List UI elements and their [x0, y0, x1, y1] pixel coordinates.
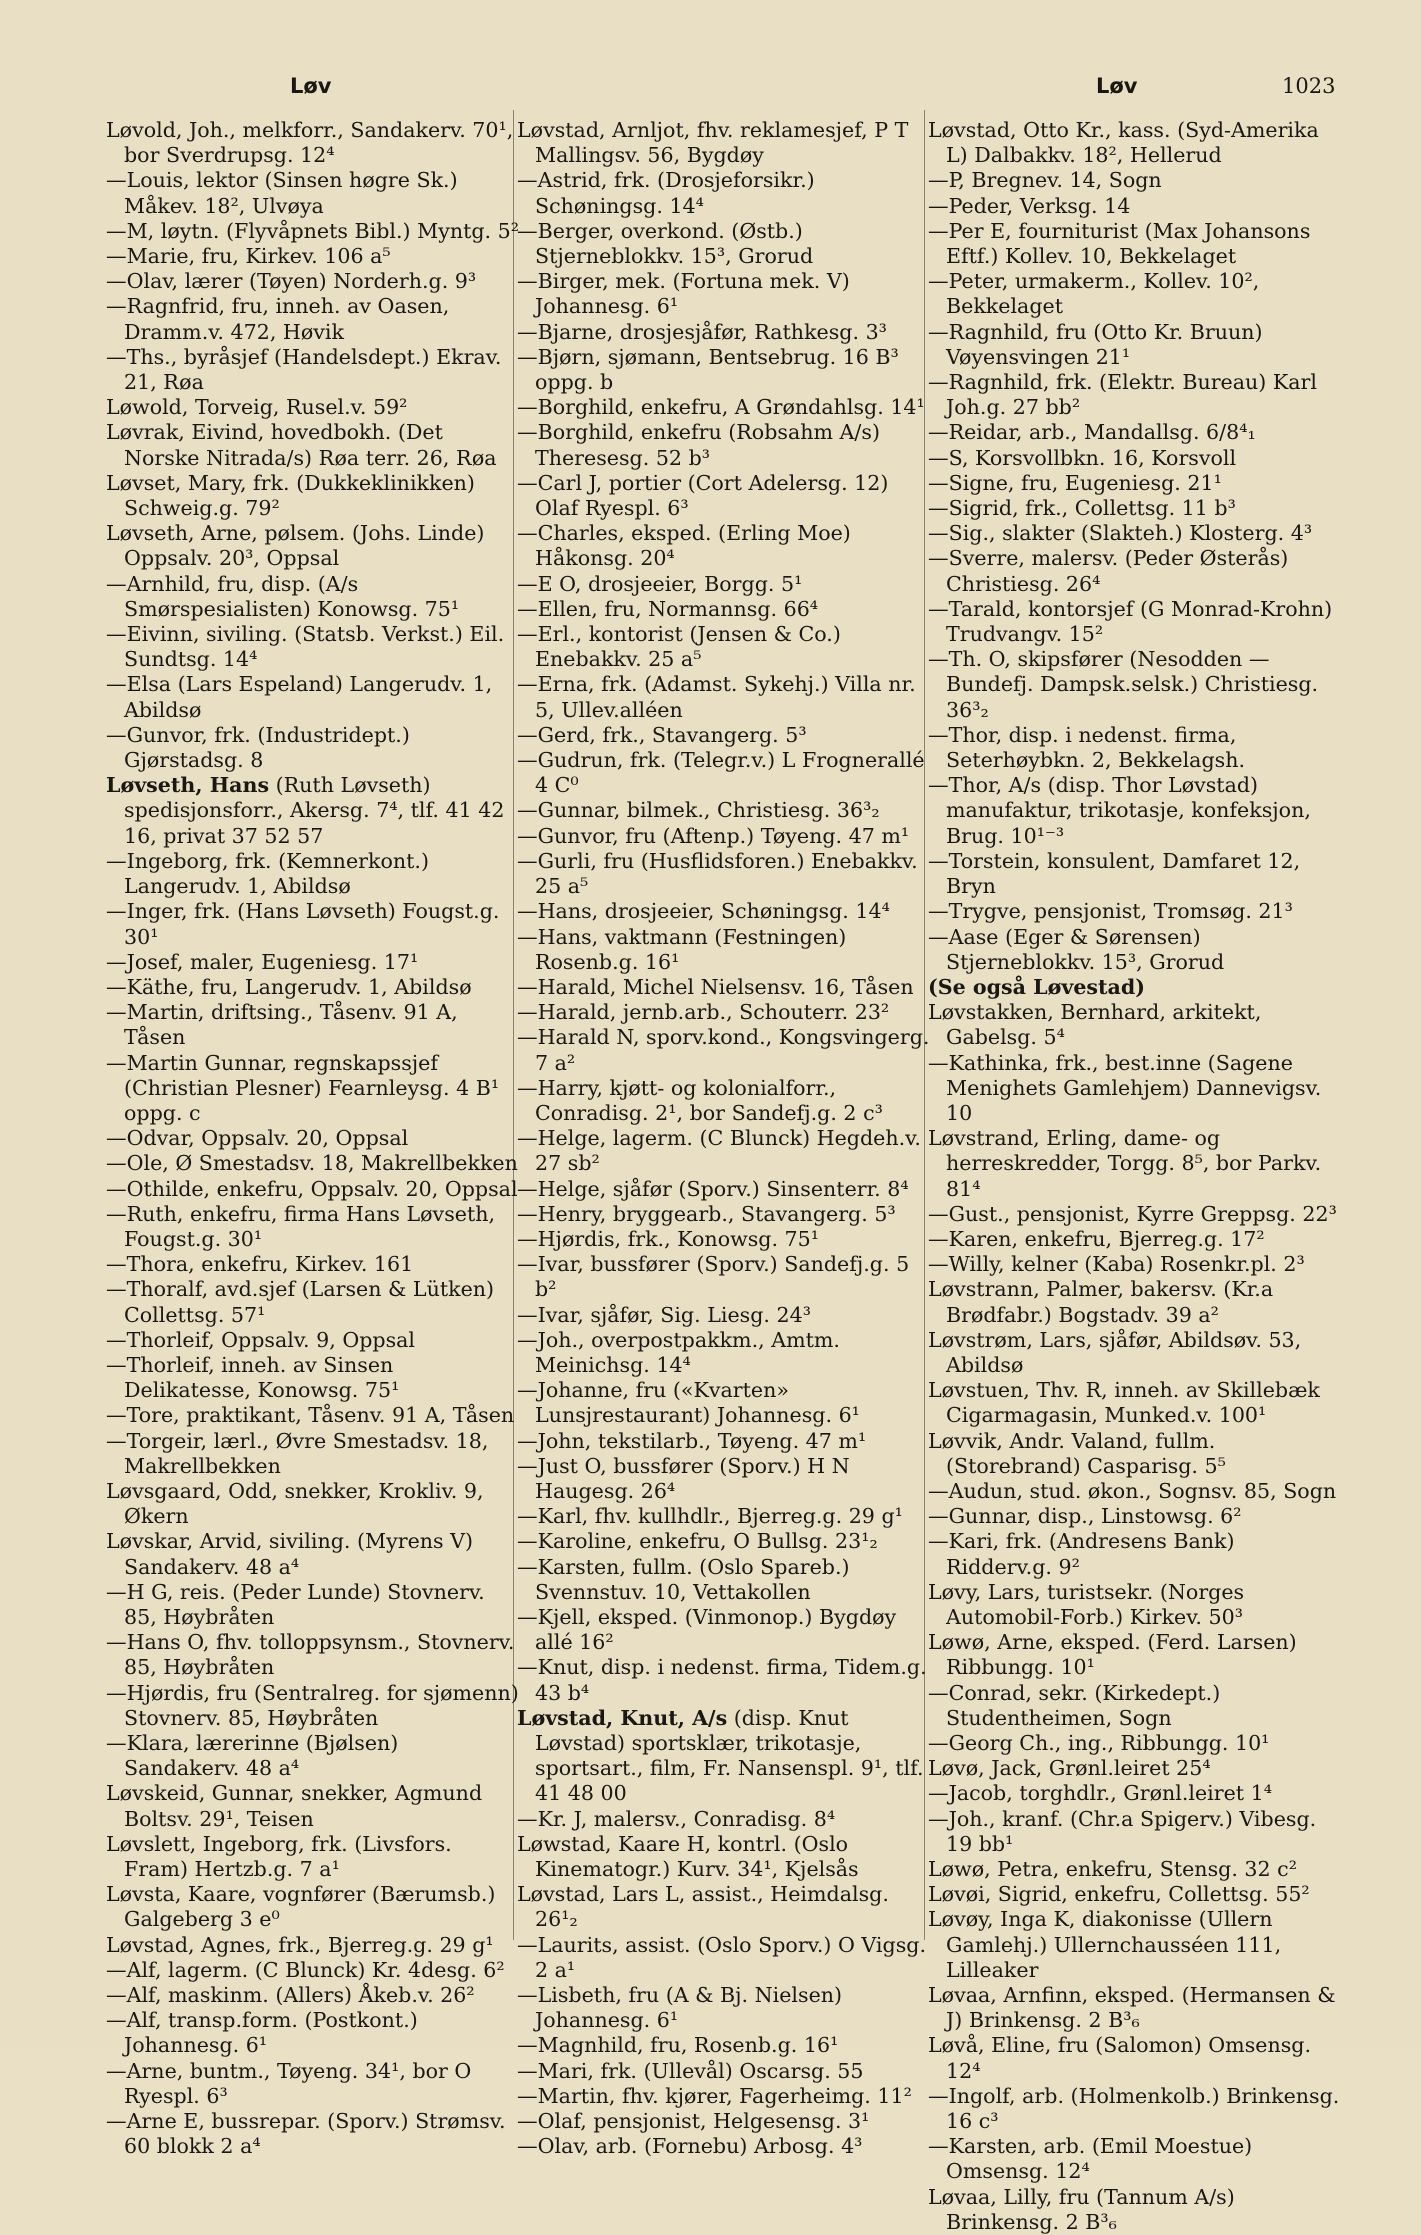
directory-entry: —Martin Gunnar, regnskapssjef (Christian Plesner) Fearnleysg. 4 B¹ oppg. c	[106, 1050, 500, 1125]
directory-entry: Løvstad, Knut, A/s (disp. Knut Løvstad) sportsklær, trikotasje, sportsart., film, Fr. Nansenspl. 9¹, tlf. 41 48 00	[517, 1705, 924, 1806]
directory-entry: Løvskeid, Gunnar, snekker, Agmund Boltsv. 29¹, Teisen	[106, 1781, 483, 1831]
directory-entry: —Peder, Verksg. 14	[928, 193, 1131, 218]
directory-entry: Løvsgaard, Odd, snekker, Krokliv. 9, Økern	[106, 1478, 484, 1529]
directory-entry: Løvå, Eline, fru (Salomon) Omsensg. 12⁴	[928, 2033, 1312, 2083]
directory-entry: —Conrad, sekr. (Kirkedept.) Studentheimen, Sogn	[928, 1680, 1221, 1730]
directory-entry: —Sigrid, frk., Collettsg. 11 b³	[928, 496, 1236, 521]
directory-entry: Løvstad, Otto Kr., kass. (Syd-Amerika L) Dalbakkv. 18², Hellerud	[928, 118, 1319, 168]
directory-entry: —Hjørdis, frk., Konowsg. 75¹	[517, 1226, 820, 1251]
directory-entry: —Johanne, fru («Kvarten» Lunsjrestaurant) Johannesg. 6¹	[517, 1378, 860, 1428]
directory-entry: —Peter, urmakerm., Kollev. 10², Bekkelaget	[928, 269, 1260, 319]
directory-entry: —Borghild, enkefru, A Grøndahlsg. 14¹	[517, 395, 925, 420]
directory-entry: Løvøi, Sigrid, enkefru, Collettsg. 55²	[928, 1882, 1310, 1907]
directory-entry: Løvaa, Lilly, fru (Tannum A/s) Brinkensg. 2 B³₆	[928, 2184, 1235, 2234]
directory-entry: Løvøy, Inga K, diakonisse (Ullern Gamlehj.) Ullernchausséen 111, Lilleaker	[928, 1907, 1282, 1982]
directory-entry: —P, Bregnev. 14, Sogn	[928, 168, 1162, 193]
directory-entry: —Hans, vaktmann (Festningen) Rosenb.g. 16¹	[517, 924, 847, 974]
entry-headword: Løvseth, Hans	[106, 773, 270, 798]
directory-entry	[928, 975, 1342, 1000]
directory-entry: —Jacob, torghdlr., Grønl.leiret 1⁴	[928, 1781, 1272, 1806]
directory-entry: —Harald, Michel Nielsensv. 16, Tåsen	[517, 974, 914, 999]
directory-entry: —Trygve, pensjonist, Tromsøg. 21³	[928, 899, 1293, 924]
directory-entry: —Hans, drosjeeier, Schøningsg. 14⁴	[517, 899, 890, 924]
directory-entry: —Harald, jernb.arb., Schouterr. 23²	[517, 1000, 890, 1025]
directory-entry: —Thorleif, inneh. av Sinsen Delikatesse, Konowsg. 75¹	[106, 1352, 400, 1403]
directory-entry: —Per E, fourniturist (Max Johansons Eftf.) Kollev. 10, Bekkelaget	[928, 218, 1311, 269]
directory-entry: —Klara, lærerinne (Bjølsen) Sandakerv. 48 a⁴	[106, 1731, 399, 1781]
directory-entry: Løvvik, Andr. Valand, fullm. (Storebrand) Casparisg. 5⁵	[928, 1428, 1226, 1478]
directory-entry: —Magnhild, fru, Rosenb.g. 16¹	[517, 2033, 839, 2058]
directory-entry: —Mari, frk. (Ullevål) Oscarsg. 55	[517, 2058, 864, 2083]
page-number: 1023	[1282, 74, 1336, 98]
entry-headword: (Se også Løvestad)	[928, 974, 1146, 999]
directory-entry: —Georg Ch., ing., Ribbungg. 10¹	[928, 1731, 1270, 1755]
directory-entry: —Sverre, malersv. (Peder Østerås) Christiesg. 26⁴	[928, 546, 1289, 596]
directory-entry: —Alf, lagerm. (C Blunck) Kr. 4desg. 6²	[106, 1957, 505, 1982]
directory-entry: —Joh., overpostpakkm., Amtm. Meinichsg. 14⁴	[517, 1327, 840, 1377]
page-header	[0, 74, 1421, 114]
directory-entry: Løvø, Jack, Grønl.leiret 25⁴	[928, 1756, 1211, 1781]
directory-entry: Løvstuen, Thv. R, inneh. av Skillebæk Cigarmagasin, Munked.v. 100¹	[928, 1378, 1320, 1428]
directory-entry: —Ragnhild, frk. (Elektr. Bureau) Karl Joh.g. 27 bb²	[928, 370, 1317, 420]
directory-entry: —Thoralf, avd.sjef (Larsen & Lütken) Collettsg. 57¹	[106, 1277, 495, 1327]
directory-entry: —Marie, fru, Kirkev. 106 a⁵	[106, 244, 391, 269]
directory-entry: Løwstad, Kaare H, kontrl. (Oslo Kinematogr.) Kurv. 34¹, Kjelsås	[517, 1831, 859, 1882]
directory-entry: —Arne E, bussrepar. (Sporv.) Strømsv. 60 blokk 2 a⁴	[106, 2109, 506, 2159]
directory-entry: —Thor, disp. i nedenst. firma, Seterhøybkn. 2, Bekkelagsh.	[928, 722, 1246, 773]
directory-entry: —Gunvor, fru (Aftenp.) Tøyeng. 47 m¹	[517, 823, 910, 848]
directory-entry: —Harald N, sporv.kond., Kongsvingerg. 7 a²	[517, 1025, 930, 1075]
directory-entry: —Louis, lektor (Sinsen høgre Sk.) Måkev. 18², Ulvøya	[106, 168, 458, 218]
directory-entry: Løvstrand, Erling, dame- og herreskredder, Torgg. 8⁵, bor Parkv. 81⁴	[928, 1126, 1322, 1201]
directory-entry: —Alf, maskinm. (Allers) Åkeb.v. 26²	[106, 1983, 475, 2008]
directory-entry: —Eivinn, siviling. (Statsb. Verkst.) Eil. Sundtsg. 14⁴	[106, 622, 505, 672]
directory-entry: —Ragnhild, fru (Otto Kr. Bruun) Vøyensvingen 21¹	[928, 319, 1263, 369]
directory-entry: Løvslett, Ingeborg, frk. (Livsfors. Fram) Hertzb.g. 7 a¹	[106, 1831, 452, 1882]
directory-entry: —M, løytn. (Flyvåpnets Bibl.) Myntg. 5²	[106, 218, 520, 243]
directory-entry: Løvstrøm, Lars, sjåfør, Abildsøv. 53, Abildsø	[928, 1327, 1302, 1377]
directory-entry: —E O, drosjeeier, Borgg. 5¹	[517, 571, 803, 596]
directory-entry: —John, tekstilarb., Tøyeng. 47 m¹	[517, 1428, 867, 1453]
directory-entry: —Ragnfrid, fru, inneh. av Oasen, Dramm.v. 472, Høvik	[106, 294, 450, 344]
column-3	[928, 118, 1342, 2235]
directory-entry: —Astrid, frk. (Drosjeforsikr.) Schøningsg. 14⁴	[517, 168, 815, 218]
column-2	[517, 118, 931, 2159]
directory-entry: —Charles, eksped. (Erling Moe) Håkonsg. 20⁴	[517, 521, 851, 571]
directory-entry: —Olav, arb. (Fornebu) Arbosg. 4³	[517, 2134, 863, 2159]
directory-entry: Løvaa, Arnfinn, eksped. (Hermansen & J) Brinkensg. 2 B³₆	[928, 1983, 1336, 2033]
directory-entry: Løwø, Arne, eksped. (Ferd. Larsen) Ribbungg. 10¹	[928, 1630, 1297, 1680]
directory-entry: —Alf, transp.form. (Postkont.) Johannesg. 6¹	[106, 2008, 418, 2058]
directory-entry: Løvstad, Lars L, assist., Heimdalsg. 26¹₂	[517, 1882, 889, 1932]
directory-entry: —Berger, overkond. (Østb.) Stjerneblokkv. 15³, Grorud	[517, 218, 814, 269]
directory-entry: —Just O, bussfører (Sporv.) H N Haugesg. 26⁴	[517, 1453, 850, 1503]
directory-entry: —Kjell, eksped. (Vinmonop.) Bygdøy allé 16²	[517, 1604, 897, 1655]
directory-entry: —Ths., byråsjef (Handelsdept.) Ekrav. 21, Røa	[106, 344, 502, 395]
entry-headword: Løvstad, Knut, A/s	[517, 1705, 728, 1730]
directory-entry: —Olav, lærer (Tøyen) Norderh.g. 9³	[106, 269, 477, 294]
directory-entry: —S, Korsvollbkn. 16, Korsvoll	[928, 445, 1237, 470]
directory-entry: —Olaf, pensjonist, Helgesensg. 3¹	[517, 2109, 870, 2134]
directory-entry: —Ellen, fru, Normannsg. 66⁴	[517, 596, 819, 621]
directory-entry: Løvrak, Eivind, hovedbokh. (Det Norske Nitrada/s) Røa terr. 26, Røa	[106, 420, 497, 470]
directory-entry: Løvseth, Arne, pølsem. (Johs. Linde) Oppsalv. 20³, Oppsal	[106, 521, 485, 571]
directory-entry: —Gunvor, frk. (Industridept.) Gjørstadsg. 8	[106, 722, 410, 773]
directory-entry: Løvold, Joh., melkforr., Sandakerv. 70¹, bor Sverdrupsg. 12⁴	[106, 118, 514, 168]
directory-entry: —Sig., slakter (Slakteh.) Klosterg. 4³	[928, 521, 1313, 546]
directory-entry: Løvstad, Agnes, frk., Bjerreg.g. 29 g¹	[106, 1932, 494, 1957]
directory-entry: —Karl, fhv. kullhdlr., Bjerreg.g. 29 g¹	[517, 1504, 903, 1529]
directory-entry: —Karoline, enkefru, O Bullsg. 23¹₂	[517, 1529, 878, 1554]
directory-entry: —Henry, bryggearb., Stavangerg. 5³	[517, 1201, 896, 1226]
directory-entry: —Gerd, frk., Stavangerg. 5³	[517, 722, 807, 747]
directory-entry: —Helge, lagerm. (C Blunck) Hegdeh.v. 27 sb²	[517, 1126, 921, 1176]
directory-entry: —Knut, disp. i nedenst. firma, Tidem.g. 43 b⁴	[517, 1655, 927, 1705]
directory-entry: —Josef, maler, Eugeniesg. 17¹	[106, 949, 419, 974]
directory-entry: —Arnhild, fru, disp. (A/s Smørspesialisten) Konowsg. 75¹	[106, 571, 460, 621]
directory-entry: —Ruth, enkefru, firma Hans Løvseth, Fougst.g. 30¹	[106, 1201, 496, 1251]
directory-entry: Løwold, Torveig, Rusel.v. 59²	[106, 395, 408, 420]
running-head-right: Løv	[1096, 74, 1138, 98]
directory-entry: —Othilde, enkefru, Oppsalv. 20, Oppsal	[106, 1176, 518, 1201]
directory-entry: —Gunnar, disp., Linstowsg. 6²	[928, 1504, 1242, 1529]
directory-entry: —Reidar, arb., Mandallsg. 6/8⁴₁	[928, 420, 1256, 445]
directory-entry: —Ingeborg, frk. (Kemnerkont.) Langerudv. 1, Abildsø	[106, 848, 429, 899]
directory-entry: —Erl., kontorist (Jensen & Co.) Enebakkv. 25 a⁵	[517, 622, 841, 672]
running-head-left: Løv	[290, 74, 332, 98]
directory-entry: —Gust., pensjonist, Kyrre Greppsg. 22³	[928, 1201, 1337, 1226]
directory-entry: —Käthe, fru, Langerudv. 1, Abildsø	[106, 974, 472, 999]
directory-entry: Løvskar, Arvid, siviling. (Myrens V) Sandakerv. 48 a⁴	[106, 1529, 474, 1579]
directory-entry: Løvstad, Arnljot, fhv. reklamesjef, P T Mallingsv. 56, Bygdøy	[517, 118, 909, 168]
directory-entry: —Elsa (Lars Espeland) Langerudv. 1, Abildsø	[106, 672, 493, 722]
directory-entry: —Helge, sjåfør (Sporv.) Sinsenterr. 8⁴	[517, 1176, 909, 1201]
directory-entry: —Martin, fhv. kjører, Fagerheimg. 11²	[517, 2083, 912, 2108]
directory-entry: —Harry, kjøtt- og kolonialforr., Conradisg. 2¹, bor Sandefj.g. 2 c³	[517, 1075, 883, 1125]
directory-entry: —Hjørdis, fru (Sentralreg. for sjømenn) Stovnerv. 85, Høybråten	[106, 1680, 519, 1730]
directory-entry: Løvset, Mary, frk. (Dukkeklinikken) Schweig.g. 79²	[106, 470, 475, 521]
directory-entry: —Hans O, fhv. tolloppsynsm., Stovnerv. 85, Høybråten	[106, 1630, 515, 1680]
directory-entry: —Arne, buntm., Tøyeng. 34¹, bor O Ryespl. 6³	[106, 2058, 472, 2108]
directory-entry: —Ivar, bussfører (Sporv.) Sandefj.g. 5 b²	[517, 1252, 910, 1302]
directory-entry: Løvy, Lars, turistsekr. (Norges Automobil-Forb.) Kirkev. 50³	[928, 1579, 1245, 1629]
directory-entry: —Kathinka, frk., best.inne (Sagene Menighets Gamlehjem) Dannevigsv. 10	[928, 1050, 1322, 1125]
directory-entry: —Audun, stud. økon., Sognsv. 85, Sogn	[928, 1478, 1337, 1503]
directory-entry: —Gurli, fru (Husflidsforen.) Enebakkv. 25 a⁵	[517, 848, 918, 899]
directory-entry: —Carl J, portier (Cort Adelersg. 12) Olaf Ryespl. 6³	[517, 470, 889, 521]
directory-entry: —Borghild, enkefru (Robsahm A/s) Theresesg. 52 b³	[517, 420, 880, 470]
directory-entry: —Aase (Eger & Sørensen) Stjerneblokkv. 15³, Grorud	[928, 924, 1225, 974]
directory-entry: —Karen, enkefru, Bjerreg.g. 17²	[928, 1226, 1265, 1251]
directory-entry: —Ivar, sjåfør, Sig. Liesg. 24³	[517, 1302, 811, 1327]
directory-entry: —Kari, frk. (Andresens Bank) Ridderv.g. 9²	[928, 1529, 1235, 1579]
directory-entry: —Thor, A/s (disp. Thor Løvstad) manufaktur, trikotasje, konfeksjon, Brug. 10¹⁻³	[928, 773, 1311, 848]
directory-entry: —H G, reis. (Peder Lunde) Stovnerv. 85, Høybråten	[106, 1579, 485, 1629]
directory-entry: —Laurits, assist. (Oslo Sporv.) O Vigsg. 2 a¹	[517, 1932, 926, 1982]
directory-entry: —Inger, frk. (Hans Løvseth) Fougst.g. 30¹	[106, 899, 500, 949]
directory-entry: —Tore, praktikant, Tåsenv. 91 A, Tåsen	[106, 1403, 515, 1428]
directory-entry: —Erna, frk. (Adamst. Sykehj.) Villa nr. 5, Ullev.alléen	[517, 672, 916, 722]
directory-entry: —Lisbeth, fru (A & Bj. Nielsen) Johannesg. 6¹	[517, 1983, 843, 2033]
directory-entry: —Karsten, arb. (Emil Moestue) Omsensg. 12⁴	[928, 2134, 1253, 2184]
directory-entry: —Bjørn, sjømann, Bentsebrug. 16 B³ oppg. b	[517, 344, 899, 395]
directory-entry: Løwø, Petra, enkefru, Stensg. 32 c²	[928, 1857, 1297, 1882]
directory-entry: Løvstrann, Palmer, bakersv. (Kr.a Brødfabr.) Bogstadv. 39 a²	[928, 1277, 1274, 1327]
directory-entry: —Joh., kranf. (Chr.a Spigerv.) Vibesg. 19 bb¹	[928, 1806, 1317, 1856]
directory-entry: Løvstakken, Bernhard, arkitekt, Gabelsg. 5⁴	[928, 1000, 1262, 1050]
directory-entry: —Thorleif, Oppsalv. 9, Oppsal	[106, 1327, 416, 1352]
directory-entry: —Tarald, kontorsjef (G Monrad-Krohn) Trudvangv. 15²	[928, 596, 1333, 647]
directory-entry: —Martin, driftsing., Tåsenv. 91 A, Tåsen	[106, 1000, 458, 1050]
directory-entry: —Torgeir, lærl., Øvre Smestadsv. 18, Makrellbekken	[106, 1428, 489, 1478]
directory-entry: —Thora, enkefru, Kirkev. 161	[106, 1252, 414, 1277]
directory-entry: —Gudrun, frk. (Telegr.v.) L Frognerallé 4 C⁰	[517, 748, 925, 798]
directory-entry: —Ole, Ø Smestadsv. 18, Makrellbekken	[106, 1151, 518, 1176]
directory-entry: —Gunnar, bilmek., Christiesg. 36³₂	[517, 798, 880, 823]
directory-entry: Løvseth, Hans (Ruth Løvseth) spedisjonsforr., Akersg. 7⁴, tlf. 41 42 16, privat 37 52 57	[106, 773, 505, 848]
directory-entry: —Odvar, Oppsalv. 20, Oppsal	[106, 1126, 409, 1151]
directory-entry: —Bjarne, drosjesjåfør, Rathkesg. 3³	[517, 319, 887, 344]
directory-entry: —Torstein, konsulent, Damfaret 12, Bryn	[928, 848, 1301, 899]
directory-entry: —Signe, fru, Eugeniesg. 21¹	[928, 470, 1222, 495]
column-1	[106, 118, 520, 2159]
directory-entry: —Th. O, skipsfører (Nesodden — Bundefj. Dampsk.selsk.) Christiesg. 36³₂	[928, 647, 1319, 722]
directory-entry: —Birger, mek. (Fortuna mek. V) Johannesg. 6¹	[517, 269, 850, 319]
directory-entry: —Kr. J, malersv., Conradisg. 8⁴	[517, 1806, 836, 1831]
directory-entry: —Ingolf, arb. (Holmenkolb.) Brinkensg. 16 c³	[928, 2083, 1340, 2134]
directory-entry: Løvsta, Kaare, vognfører (Bærumsb.) Galgeberg 3 e⁰	[106, 1882, 496, 1932]
directory-entry: —Karsten, fullm. (Oslo Spareb.) Svennstuv. 10, Vettakollen	[517, 1554, 850, 1604]
directory-entry: —Willy, kelner (Kaba) Rosenkr.pl. 2³	[928, 1252, 1305, 1277]
